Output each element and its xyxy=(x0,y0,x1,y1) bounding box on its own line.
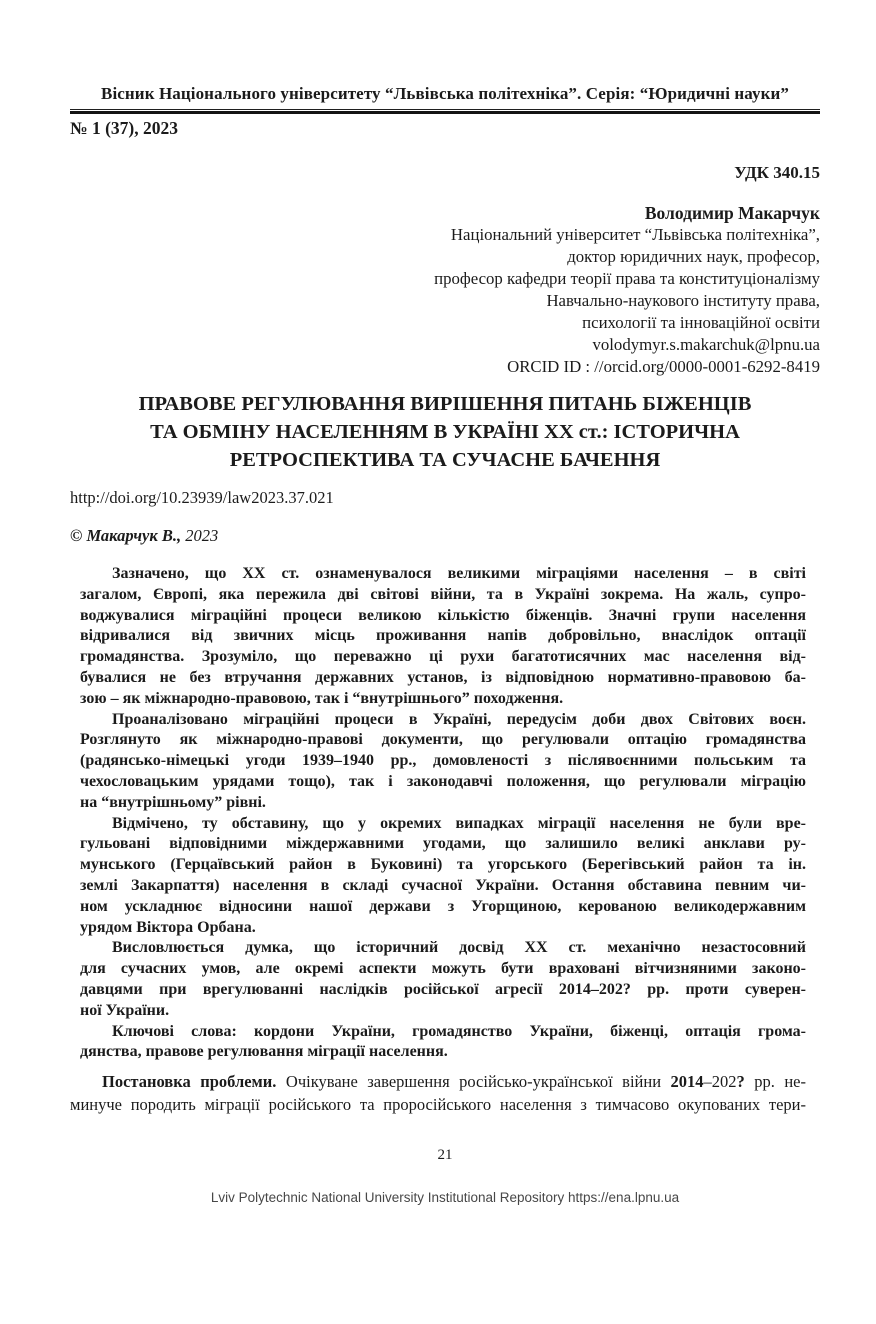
abstract-line: ном ускладнює відносини нашої держави з Угорщиною, керованою великодержавним xyxy=(80,897,806,915)
abstract-line: Проаналізовано міграційні процеси в Україні, передусім доби двох Світових воєн. xyxy=(112,710,806,728)
body-text-bold: ? xyxy=(736,1072,745,1092)
author-email: volodymyr.s.makarchuk@lpnu.ua xyxy=(592,335,820,354)
abstract-line: для сучасних умов, але окремі аспекти можуть бути враховані вітчизняними законо- xyxy=(80,960,806,978)
copyright-author: © Макарчук В., xyxy=(70,526,182,545)
abstract-line: (радянсько-німецькі угоди 1939–1940 рр., домовленості з післявоєнними польським та xyxy=(80,752,806,770)
abstract xyxy=(80,564,806,1063)
body-text: –202 xyxy=(703,1072,737,1092)
abstract-line: гульовані відповідними міждержавними угодами, що залишило великі анклави ру- xyxy=(80,835,806,853)
title-line: ПРАВОВЕ РЕГУЛЮВАННЯ ВИРІШЕННЯ ПИТАНЬ БІЖЕНЦІВ xyxy=(138,393,752,415)
author-name: Володимир Макарчук xyxy=(644,203,820,223)
abstract-line: Висловлюється думка, що історичний досвід ХХ ст. механічно незастосовний xyxy=(112,939,806,957)
page-content xyxy=(70,84,820,1206)
body-line: минуче породить міграції російського та проросійського населення з тимчасово окупованих тери- xyxy=(70,1095,806,1115)
section-label: Постановка проблеми. xyxy=(102,1072,277,1092)
body-text: рр. не- xyxy=(744,1072,806,1092)
keywords-line: Ключові слова: кордони України, громадянство України, біженці, оптація грома- xyxy=(112,1022,806,1040)
abstract-line: бувалися не без втручання державних установ, із відповідною нормативно-правовою ба- xyxy=(80,668,806,686)
body-paragraph xyxy=(70,1070,806,1116)
abstract-line: громадянства. Зрозуміло, що переважно ці рухи багатотисячних мас населення від- xyxy=(80,648,806,666)
copyright-year: 2023 xyxy=(181,526,219,545)
abstract-line: мунського (Герцаївський район в Буковині) та угорського (Берегівський район та ін. xyxy=(80,856,806,874)
copyright-line xyxy=(70,526,820,546)
abstract-line: землі Закарпаття) населення в складі сучасної України. Остання обставина певним чи- xyxy=(80,876,806,894)
abstract-line: на “внутрішньому” рівні. xyxy=(80,793,266,811)
journal-header: Вісник Національного університету “Львівська політехніка”. Серія: “Юридичні науки” xyxy=(101,84,789,103)
abstract-line: Зазначено, що ХХ ст. ознаменувалося великими міграціями населення – в світі xyxy=(112,565,806,582)
abstract-line: ної України. xyxy=(80,1001,170,1019)
author-institute-cont: психології та інноваційної освіти xyxy=(582,313,820,332)
author-degree: доктор юридичних наук, професор, xyxy=(567,247,820,266)
abstract-line: воджувалися міграційні процеси великою кількістю біженців. Значні групи населення xyxy=(80,606,806,624)
page-number: 21 xyxy=(437,1147,453,1164)
author-block xyxy=(70,202,820,378)
abstract-line: чехословацьким урядами тощо), так і законодавчі положення, що регулювали міграцію xyxy=(80,772,806,790)
abstract-line: Відмічено, ту обставину, що у окремих випадках міграції населення не були вре- xyxy=(112,814,806,832)
author-position: професор кафедри теорії права та конституціоналізму xyxy=(434,269,820,288)
abstract-line: зою – як міжнародно-правовою, так і “внутрішнього” походження. xyxy=(80,689,564,707)
abstract-line: Розглянуто як міжнародно-правові документи, що регулювали оптацію громадянства xyxy=(80,731,806,749)
title-line: РЕТРОСПЕКТИВА ТА СУЧАСНЕ БАЧЕННЯ xyxy=(229,449,661,471)
abstract-line: урядом Віктора Орбана. xyxy=(80,918,256,936)
author-orcid: ORCID ID : //orcid.org/0000-0001-6292-8419 xyxy=(507,357,820,376)
header-rule xyxy=(70,109,820,114)
doi-link: http://doi.org/10.23939/law2023.37.021 xyxy=(70,488,334,507)
issue-number: № 1 (37), 2023 xyxy=(70,118,178,138)
article-title xyxy=(70,390,820,474)
abstract-line: давцями при врегулюванні наслідків російської агресії 2014–202? рр. проти суверен- xyxy=(80,980,806,998)
abstract-line: відривалися від звичних місць проживання напів добровільно, внаслідок оптації xyxy=(80,627,806,645)
title-line: ТА ОБМІНУ НАСЕЛЕННЯМ В УКРАЇНІ ХХ ст.: ІСТОРИЧНА xyxy=(150,421,740,443)
udc-code: УДК 340.15 xyxy=(734,163,820,182)
author-institute: Навчально-наукового інституту права, xyxy=(546,291,820,310)
keywords-line: дянства, правове регулювання міграції населення. xyxy=(80,1043,448,1061)
abstract-line: загалом, Європі, яка пережила дві світові війни, та в Україні зокрема. На жаль, супро- xyxy=(80,585,806,603)
body-text-bold: 2014 xyxy=(670,1072,704,1092)
repository-footer: Lviv Polytechnic National University Institutional Repository https://ena.lpnu.ua xyxy=(210,1190,680,1206)
body-line xyxy=(70,1070,806,1093)
author-affiliation: Національний університет “Львівська політехніка”, xyxy=(450,225,820,244)
body-text: Очікуване завершення російсько-української війни xyxy=(276,1072,671,1092)
